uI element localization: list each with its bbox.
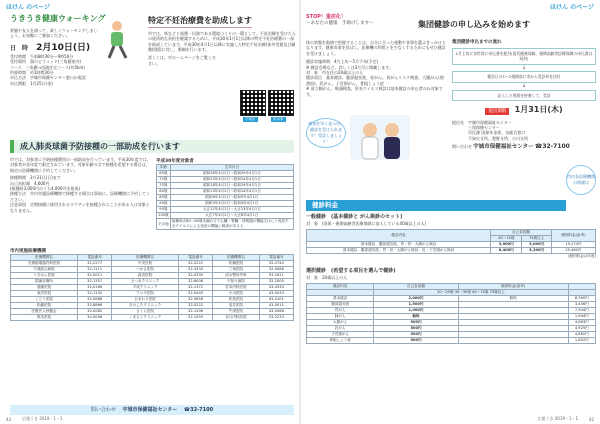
table-cell: ひまわり医院 bbox=[112, 297, 179, 303]
walking-row: コース 三角錐→西浦住宅コース(約5km) bbox=[10, 64, 85, 70]
table-cell: 骨粗しょう症 bbox=[307, 338, 374, 344]
table-cell: 三角医院 bbox=[213, 267, 260, 273]
table-cell: 32-8866 bbox=[78, 303, 112, 309]
table-cell: 32-8008 bbox=[178, 279, 212, 285]
table-cell: 32-1206 bbox=[178, 309, 212, 315]
qr-code bbox=[268, 90, 294, 116]
table-cell: 32-0445 bbox=[178, 291, 212, 297]
table-cell: 4,925円 bbox=[568, 326, 595, 332]
table-cell: 53-2233 bbox=[259, 315, 293, 321]
table-cell: 32-0666 bbox=[78, 297, 112, 303]
infertility-note: 詳しくは、市ホームページをご覧ください。 bbox=[148, 55, 216, 66]
walking-row: 所要時間 約1時間30分 bbox=[10, 69, 54, 75]
vaccine-item: 注意事項 定期接種に使用されるワクチンを接種されたことがある人は対象となりません。 bbox=[10, 202, 150, 213]
vaccine-body: 市では、対象者に予防接種費用の一部助成を行っています。平成30年度では、対象者が各年度で限定されています。対象年齢の方で接種を希望する場合は、指定の医療機関に予約してください。 bbox=[10, 157, 151, 173]
table-cell: 松橋医院 bbox=[11, 303, 78, 309]
table-cell: 32-0166 bbox=[78, 285, 112, 291]
table-cell: さくら医院 bbox=[112, 309, 179, 315]
table-cell: 昭和23年4月2日～昭和24年4月1日 bbox=[170, 177, 293, 183]
table-cell: 500円 bbox=[374, 320, 458, 326]
walking-date-label: 日 時 bbox=[10, 44, 29, 52]
table-cell: 子宮頸がん bbox=[307, 332, 374, 338]
flow-title: 集団健診申込までの流れ bbox=[452, 40, 502, 45]
vaccine-item: 自己負担額 4,600円 bbox=[10, 180, 50, 186]
walking-person-icon bbox=[100, 20, 134, 60]
contact-org: 宇城市保健福祉センター bbox=[122, 407, 178, 413]
submit-line: 提出先 宇城市保健福祉センター bbox=[452, 119, 512, 125]
table-cell: 昭和28年4月2日～昭和29年4月1日 bbox=[170, 171, 293, 177]
checkup-item: 健診項目 基本健診、腹部超音波、胃がん、胃がんリスク検査、大腸がん(便潜血)、乳がん、子宮頸がん、骨粗しょう症 bbox=[306, 75, 444, 86]
table-cell: 1,000円 bbox=[374, 308, 458, 314]
table-cell: 無料 bbox=[458, 296, 568, 302]
table-row bbox=[11, 315, 294, 321]
checkup-body: 体の状態を数値で把握することは、自分に合った運動や食事を選ぶきっかけとなります。健康寿命を延ばし、医療機の利用とを少なくするためにもぜひ健診を受けましょう。 bbox=[306, 40, 446, 56]
table-cell: 500円 bbox=[374, 332, 458, 338]
table-cell: 大正12年4月2日～大正13年4月1日 bbox=[170, 207, 293, 213]
table-cell: 32-0335 bbox=[178, 273, 212, 279]
table-cell: 東洋医院 bbox=[11, 291, 78, 297]
table-cell: 32-0222 bbox=[178, 261, 212, 267]
table-cell: 43-0101 bbox=[259, 297, 293, 303]
table-cell: 医療法人秋穂会 bbox=[11, 309, 78, 315]
table-header bbox=[568, 284, 595, 290]
checkup-header bbox=[306, 14, 596, 27]
table-cell: 25,460円 bbox=[551, 248, 595, 254]
qr-code bbox=[240, 90, 266, 116]
table-cell bbox=[458, 338, 568, 344]
deadline bbox=[452, 105, 596, 116]
table-cell: 8,390円 bbox=[568, 296, 595, 302]
select-target: 対 象 20歳以上の人 bbox=[306, 274, 348, 280]
page-number-right: 42 bbox=[588, 417, 594, 422]
walking-title: うきうき健康ウォーキング bbox=[10, 14, 106, 23]
table-cell: 腹部超音波 bbox=[307, 302, 374, 308]
table-cell: 1,500円 bbox=[374, 302, 458, 308]
table-header: 健診内容 bbox=[307, 230, 491, 242]
general-table bbox=[306, 229, 596, 254]
table-header: 医療機関名 bbox=[112, 255, 179, 261]
table-cell: 32-0088 bbox=[259, 267, 293, 273]
table-cell: 32-1357 bbox=[78, 279, 112, 285]
table-row bbox=[307, 248, 596, 254]
table-row bbox=[307, 338, 596, 344]
qr-label: 宇城市 bbox=[245, 117, 256, 121]
table-header: 年齢 bbox=[157, 165, 171, 171]
walking-row: 申込期限 1月25日(金) bbox=[10, 80, 53, 86]
checkup-title: 集団健診の申し込みを始めます bbox=[418, 20, 530, 29]
general-table-block bbox=[306, 229, 596, 259]
table-header: 電話番号 bbox=[259, 255, 293, 261]
table-cell: 52-2740 bbox=[259, 261, 293, 267]
table-cell: 53-1611 bbox=[259, 273, 293, 279]
table-cell: 浅井医院 bbox=[213, 303, 260, 309]
flow-step: 記入した用紙を持参して、受診 bbox=[452, 90, 596, 101]
table-cell: 65歳 bbox=[157, 171, 171, 177]
table-cell: その他 bbox=[157, 219, 171, 230]
table-row bbox=[157, 219, 294, 230]
table-cell: 胃がん bbox=[307, 308, 374, 314]
select-block bbox=[306, 268, 596, 280]
table-cell: 32-2277 bbox=[78, 261, 112, 267]
table-cell: 43-0033 bbox=[259, 291, 293, 297]
deadline-label: 提出期限 bbox=[485, 108, 509, 115]
select-table-block bbox=[306, 283, 596, 344]
table-header: 医療機関名 bbox=[11, 255, 78, 261]
clinic-table bbox=[10, 254, 294, 321]
table-header: 個別料金(参考) bbox=[458, 284, 568, 290]
table-cell: 基本健診、腹部超音波、胃・骨・大腸がん検診 bbox=[307, 242, 491, 248]
footer-note-left: 広報うき 2019・1・1 bbox=[22, 416, 63, 421]
target-table bbox=[156, 164, 294, 230]
table-cell: 松橋医院 bbox=[213, 261, 260, 267]
general-block bbox=[306, 214, 596, 226]
checkup-contact bbox=[452, 143, 596, 151]
footer-note-right: 広報うき 2019・1・1 bbox=[537, 416, 578, 421]
qr-label: 熊本県 bbox=[273, 117, 284, 121]
checkup-kicker2: ～あなたの健康 手助けします～ bbox=[306, 20, 374, 26]
table-cell: 昭和8年4月2日～昭和9年4月1日 bbox=[170, 195, 293, 201]
table-cell: 宇城総合病院 bbox=[11, 267, 78, 273]
table-cell: 90歳 bbox=[157, 201, 171, 207]
table-cell: 32-0082 bbox=[78, 309, 112, 315]
flow-step: 1月上旬に各世帯に申込書を配付(国民健康保険、後期高齢者医療保険の申込書は同封) bbox=[452, 48, 596, 65]
clinic-table-block bbox=[10, 248, 294, 321]
table-cell: 6,400円 bbox=[491, 248, 522, 254]
table-cell: つかさ医院 bbox=[112, 267, 179, 273]
infertility-title: 特定不妊治療費を助成します bbox=[148, 16, 252, 28]
table-cell: 32-0222 bbox=[178, 303, 212, 309]
table-cell: 肺がん bbox=[307, 314, 374, 320]
table-header: 個別料金(参考) bbox=[551, 230, 595, 242]
checkup-item: 対 象 市在住の20歳以上の人 bbox=[306, 69, 364, 75]
header-right: ほけん のページ bbox=[550, 4, 594, 11]
table-cell: 19,274円 bbox=[551, 242, 595, 248]
table-cell: 32-1372 bbox=[178, 285, 212, 291]
spread-divider bbox=[299, 0, 301, 424]
table-cell: 1,852円 bbox=[568, 338, 595, 344]
vaccine-title: 成人肺炎球菌予防接種の一部助成を行います bbox=[10, 140, 294, 153]
table-cell: 32-1555 bbox=[178, 315, 212, 321]
clinic-table-title: 市内実施医療機関 bbox=[10, 249, 46, 254]
walking-row: 受付時間 午前8時30分～9時50分 bbox=[10, 53, 74, 59]
table-cell: 1,944円 bbox=[568, 314, 595, 320]
infertility-section bbox=[148, 16, 296, 66]
table-cell: 昭和13年4月2日～昭和14年4月1日 bbox=[170, 189, 293, 195]
table-header: 生年月日 bbox=[170, 165, 293, 171]
table-cell: 基本健診 bbox=[307, 296, 374, 302]
table-cell: 遠藤医院 bbox=[11, 285, 78, 291]
table-cell: 熊本医院 bbox=[11, 315, 78, 321]
table-cell: 95歳 bbox=[157, 207, 171, 213]
table-cell: 7,944円 bbox=[568, 308, 595, 314]
speech-bubble: 病気を早く見つけ、健診を受けられます！受診しましょう！ bbox=[306, 118, 346, 148]
walking-row: 受付場所 湯のピラミッド(三角錐家内) bbox=[10, 59, 82, 65]
table-cell: 70歳 bbox=[157, 177, 171, 183]
people-photo bbox=[350, 115, 410, 160]
table-cell: 2,000円 bbox=[374, 296, 458, 302]
table-header: 自己負担額 bbox=[374, 284, 458, 290]
flow-step: 健診日の1～2週間前に市から受診券を送付 bbox=[452, 71, 596, 82]
walking-intro: 景観や友人を誘って、楽しくウォーキングしましょう。お気軽にご参加ください。 bbox=[10, 27, 98, 39]
vaccine-item: 接種方法 市内実施医療機関で接種する場合は事前に、医療機関に予約してください。 bbox=[10, 191, 150, 202]
flow-block bbox=[452, 40, 596, 152]
select-title: 選択健診 (希望する項目を選んで健診) bbox=[306, 268, 396, 274]
table-cell: 3,000円 bbox=[491, 242, 522, 248]
table-cell: 牛深医院 bbox=[213, 309, 260, 315]
table-cell: 5,200円 bbox=[522, 248, 552, 254]
table-header: 健診内容 bbox=[307, 284, 374, 290]
header-left: ほけん のページ bbox=[6, 4, 50, 11]
submit-line: 三角保健センター bbox=[468, 125, 500, 130]
select-table bbox=[306, 283, 596, 344]
table-cell: 80歳 bbox=[157, 189, 171, 195]
general-note: (個別料金は年度) bbox=[568, 254, 596, 258]
deadline-value: 1月31日(木) bbox=[514, 104, 563, 114]
table-header: 75歳以上 bbox=[522, 236, 552, 242]
target-table-block bbox=[156, 158, 294, 230]
table-cell: 100歳 bbox=[158, 213, 169, 217]
table-cell: 32-5656 bbox=[178, 297, 212, 303]
submit-line: 不知火支所、豊野支所、小川支所 bbox=[468, 135, 528, 141]
table-cell: 500円 bbox=[374, 338, 458, 344]
table-cell: さつまクリニック bbox=[112, 279, 179, 285]
vaccine-body-block bbox=[10, 157, 152, 213]
info-circle: 市内各医療機関の情報は bbox=[566, 165, 596, 195]
submit-line: 市民課 国保年金係、各総合窓口 bbox=[468, 130, 526, 136]
table-cell: 32-0011 bbox=[78, 273, 112, 279]
table-cell: 長嶺循環器内科医院 bbox=[11, 261, 78, 267]
table-cell: 32-2000 bbox=[259, 279, 293, 285]
table-cell: 清水整形外科 bbox=[213, 273, 260, 279]
table-cell: 中央医院 bbox=[112, 261, 179, 267]
vaccine-item: 接種期間 3月31日(日)まで bbox=[10, 175, 61, 181]
table-header: 自己負担額 bbox=[491, 230, 552, 236]
checkup-item: ※ 前立腺がん、喉頭検査、肝炎ウイルス検診は基本健診の申込者のみ対象です。 bbox=[306, 86, 443, 97]
table-cell: 500円 bbox=[374, 326, 458, 332]
table-cell: 松島医院 bbox=[213, 297, 260, 303]
contact-tel: ☎32-7100 bbox=[183, 407, 214, 413]
table-cell: 基本健診、腹部超音波、胃・骨・大腸がん検診、乳・子宮頸がん検診 bbox=[307, 248, 491, 254]
contact-tel: ☎32-7100 bbox=[534, 143, 570, 151]
table-cell: 郡浦診療所 bbox=[11, 279, 78, 285]
table-cell: 谷口内科医院 bbox=[213, 315, 260, 321]
table-cell: きのしたクリニック bbox=[112, 303, 179, 309]
table-cell: 大正7年4月2日～大正8年4月1日 bbox=[170, 213, 293, 219]
table-cell: 32-1111 bbox=[78, 267, 112, 273]
table-cell: 平成クリニック bbox=[112, 285, 179, 291]
table-cell: 43-4333 bbox=[259, 285, 293, 291]
table-cell: 接種時点60～65歳未満の方で心臓・腎臓・呼吸器の機能又はヒト免疫不全ウイルスによる免疫の機能に障害がある人 bbox=[170, 219, 293, 230]
target-table-title: 平成30年度対象者 bbox=[156, 159, 194, 164]
table-cell: 昭和3年4月2日～昭和4年4月1日 bbox=[170, 201, 293, 207]
table-cell: 43-0011 bbox=[259, 303, 293, 309]
general-title: 一般健診 (基本健診と がん検診のセット) bbox=[306, 214, 403, 220]
vaccine-item: (接種料3,000円のうち4,000円を助成) bbox=[10, 185, 81, 191]
fees-bar: 健診料金 bbox=[306, 200, 566, 211]
walking-row: 申込方法 宇城市保健センター窓口か電話 bbox=[10, 75, 86, 81]
table-cell: 乳がん bbox=[307, 326, 374, 332]
page-number-left: 43 bbox=[6, 417, 12, 422]
table-cell: 小川医院 bbox=[213, 291, 260, 297]
table-cell: 32-0056 bbox=[78, 315, 112, 321]
table-cell: 無料 bbox=[374, 314, 458, 320]
checkup-item: ※ 健診会場など、詳しくは3月号に掲載します。 bbox=[306, 64, 393, 70]
table-cell: 75歳 bbox=[157, 183, 171, 189]
table-header: 電話番号 bbox=[78, 255, 112, 261]
table-header: 医療機関名 bbox=[213, 255, 260, 261]
table-cell: うきはら医院 bbox=[11, 273, 78, 279]
walking-date-value: 2月10日(日) bbox=[36, 42, 91, 53]
table-cell: 4,663円 bbox=[568, 320, 595, 326]
table-cell: 85歳 bbox=[157, 195, 171, 201]
contact-label: 問い合わせ bbox=[452, 144, 472, 150]
arrow-down-icon: ↓ bbox=[521, 64, 527, 71]
contact-label: 問い合わせ bbox=[90, 407, 116, 413]
table-cell: くまもとクリニック bbox=[112, 315, 179, 321]
vaccine-contact-bar bbox=[10, 405, 294, 415]
table-cell: 3,456円 bbox=[568, 302, 595, 308]
checkup-body-block bbox=[306, 40, 446, 97]
table-cell: 宮本内科医院 bbox=[213, 285, 260, 291]
table-header: 20～29歳 30～39歳 40～74歳 75歳以上 bbox=[374, 290, 568, 296]
checkup-kicker: STOP！重症化！ bbox=[306, 14, 346, 20]
table-cell: くどう医院 bbox=[11, 297, 78, 303]
table-cell: 大腸がん bbox=[307, 320, 374, 326]
table-cell: 43-0066 bbox=[259, 309, 293, 315]
table-cell: 32-1132 bbox=[78, 291, 112, 297]
table-cell: 昭和18年4月2日～昭和19年4月1日 bbox=[170, 183, 293, 189]
table-header: 電話番号 bbox=[178, 255, 212, 261]
arrow-down-icon: ↓ bbox=[521, 82, 527, 89]
table-header: 40～74歳 bbox=[491, 236, 522, 242]
general-target: 対 象 (国保・後期高齢者医療保険に加入している40歳以上の人) bbox=[306, 220, 427, 226]
table-cell: 不知火病院 bbox=[213, 279, 260, 285]
infertility-body: 市では、県などと経費・出資である環境づくりの一環として、不妊治療を受けた人の経済的な負担を軽減するために、平成30年1月1日以降の特定不妊治療費の一部を助成しています。平成30年4月1日以降に実施した特定不妊治療(体外受精及び顕微授精)に対し、要綱を行います。 bbox=[148, 30, 296, 52]
checkup-item: 健診実施時期 4月上旬～5月下旬(予定) bbox=[306, 59, 379, 65]
table-cell: 32-3333 bbox=[178, 267, 212, 273]
contact-org: 宇城市保健福祉センター bbox=[473, 144, 534, 151]
table-cell: 森田医院 bbox=[112, 273, 179, 279]
table-cell: クロダ医院 bbox=[112, 291, 179, 297]
table-cell: 3,000円 bbox=[522, 242, 552, 248]
table-cell: 4,862円 bbox=[568, 332, 595, 338]
